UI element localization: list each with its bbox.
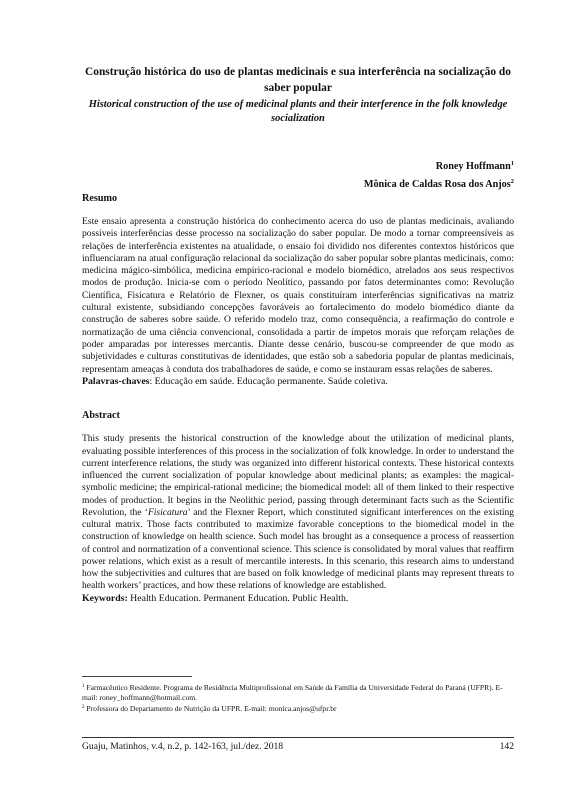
- footnote-1: $^1$ Farmacêutico Residente. Programa de Residência Multiprofissional em Saúde da Família da Universidade Federal do Paraná (UFPR). E-mail: roney_hoffmann@hotmail.com.: [82, 683, 503, 702]
- keywords: Keywords: Health Education. Permanent Education. Public Health.: [82, 592, 349, 604]
- palavras-chave: Palavras-chaves: Educação em saúde. Educação permanente. Saúde coletiva.: [82, 375, 388, 387]
- abstract-heading: Abstract: [82, 410, 120, 422]
- article-body: [82, 64, 514, 605]
- author-list: [82, 156, 514, 192]
- author-2: Mônica de Caldas Rosa dos Anjos$^2$: [363, 178, 514, 190]
- footnote-divider: [82, 676, 192, 677]
- footnote-mark-1: 1: [510, 160, 514, 167]
- footnotes: [82, 682, 514, 714]
- journal-citation: Guaju, Matinhos, v.4, n.2, p. 142-163, jul./dez. 2018: [82, 741, 284, 752]
- title-english: Historical construction of the use of medicinal plants and their interference in the folk knowledge socialization: [88, 99, 508, 124]
- footnote-2: $^2$ Professora do Departamento de Nutrição da UFPR. E-mail: monica.anjos@ufpr.br: [82, 704, 337, 713]
- abstract-text: This study presents the historical construction of the knowledge about the utilization of medicinal plants, evaluating possible interferences of this process in the socialization of folk knowledge. In order to understand the current interference relations, the study was organized into different historical contexts. These historical contexts influenced the current socialization of popular knowledge about medicinal plants; as examples: the magical-symbolic medicine; the empirical-rational medicine; the biomedical model: all of them linked to their respective modes of production. It begins in the Neolithic period, passing through determinant facts such as the Scientific Revolution, the ‘Fisicatura’ and the Flexner Report, which constituted significant interferences on the existing cultural matrix. Those facts contributed to maximize favorable conceptions to the biomedical model in the construction of knowledge on health science. Such model has brought as a consequence a process of reassertion of control and normatization of a conventional science. This science is consolidated by moral values that reaffirm power relations, which exist as a result of mercantile interests. In this scenario, this research aims to understand how the subjectivities and cultures that are based on folk knowledge of medicinal plants may represent threats to health workers’ practices, and how these relations of knowledge are established.: [82, 434, 514, 592]
- author-1: Roney Hoffmann$^1$: [435, 160, 514, 172]
- footnote-mark-2: 2: [510, 178, 514, 185]
- resumo-text: Este ensaio apresenta a construção histórica do conhecimento acerca do uso de plantas medicinais, avaliando possíveis interferências desse processo na socialização do saber popular. De modo a tornar compreensíveis as relações de interferência existentes na atualidade, o ensaio foi dividido nos diferentes contextos históricos que influenciaram na atual configuração relacional da socialização do saber popular sobre plantas medicinais, como: medicina mágico-simbólica, medicina empírico-racional e modelo biomédico, atrelados aos seus respectivos modos de produção. Inicia-se com o período Neolítico, passando por fatos determinantes como: Revolução Científica, Fisicatura e Relatório de Flexner, os quais constituíram interferências significativas na matriz cultural existente, subsidiando concepções favoráveis ao fortalecimento do modelo biomédico diante da construção de saberes sobre saúde. O referido modelo traz, como consequência, a reafirmação do controle e normatização de uma ciência convencional, consolidada a partir de ímpetos morais que reforçam relações de poder amparadas por interesses mercantis. Diante desse cenário, buscou-se compreender de que modo as subjetividades e culturas constitutivas de identidades, que estão sob a sabedoria popular de plantas medicinais, representam ameaças à conduta dos trabalhadores de saúde, e como se instauram essas relações de saberes.: [82, 216, 514, 375]
- resumo-heading: Resumo: [82, 193, 118, 204]
- page-number: 142: [499, 741, 514, 752]
- page-footer: [82, 741, 514, 752]
- footer-divider: [82, 737, 514, 738]
- title-portuguese: Construção histórica do uso de plantas medicinais e sua interferência na socialização do saber popular: [85, 66, 511, 94]
